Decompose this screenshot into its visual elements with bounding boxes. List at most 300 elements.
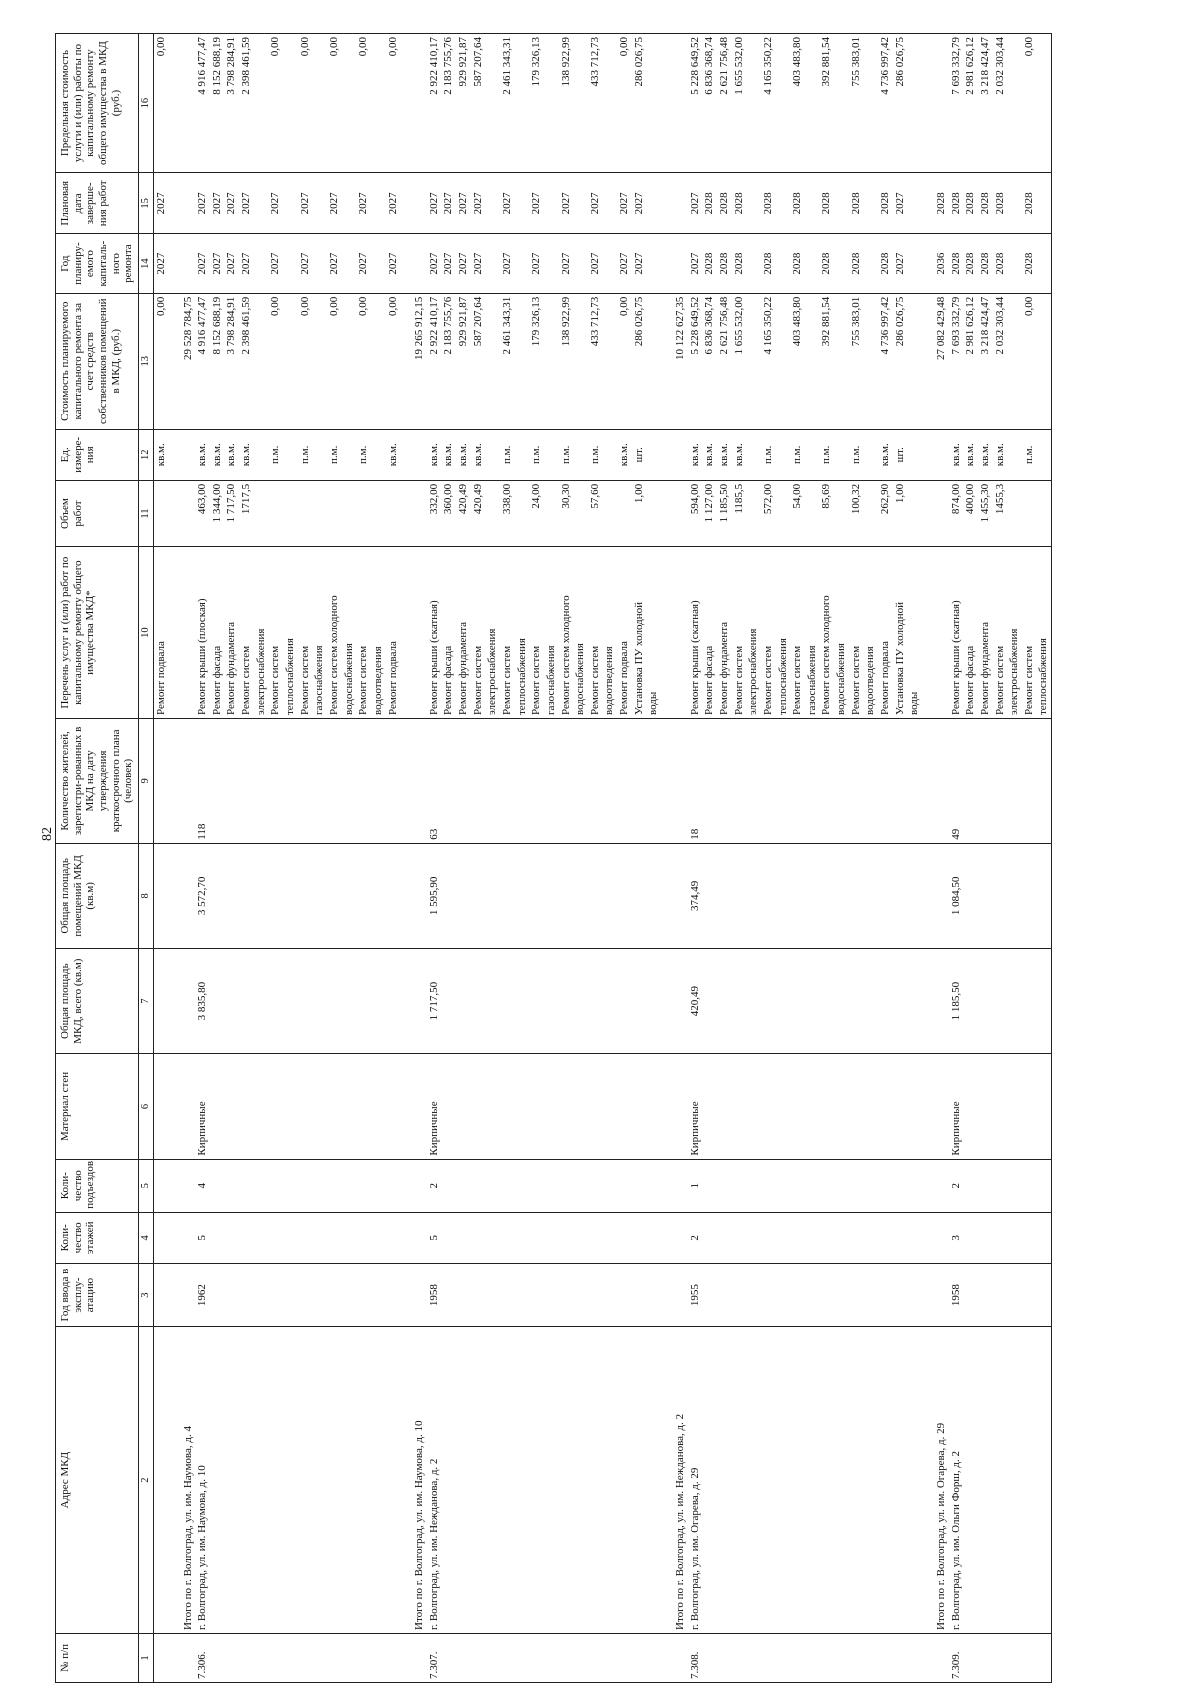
table-cell [646, 719, 661, 844]
table-cell [371, 949, 386, 1054]
table-cell: 2027 [239, 173, 254, 234]
table-cell: газоснабжения [805, 547, 820, 719]
table-cell [863, 173, 878, 234]
table-cell [673, 949, 688, 1054]
table-cell: 2027 [893, 173, 908, 234]
spacer-cell [922, 173, 934, 234]
table-cell: 1 455,30 [978, 480, 993, 546]
table-cell [849, 1159, 864, 1212]
table-row [559, 34, 574, 1683]
table-cell [646, 234, 661, 293]
table-row [1036, 34, 1051, 1683]
spacer-cell [169, 34, 181, 173]
table-cell [702, 719, 717, 844]
table-cell [993, 1212, 1008, 1263]
table-cell: Итого по г. Волгоград, ул. им. Огарева, д. 29 [934, 1327, 949, 1634]
table-cell [515, 173, 530, 234]
table-cell [863, 843, 878, 948]
table-cell [298, 719, 313, 844]
table-cell [776, 34, 791, 173]
table-cell: Ремонт систем холодного [327, 547, 342, 719]
table-row [224, 34, 239, 1683]
table-cell [471, 719, 486, 844]
table-cell [963, 843, 978, 948]
table-cell [485, 719, 500, 844]
table-cell [412, 429, 427, 480]
table-cell [254, 480, 269, 546]
table-cell [1036, 843, 1051, 948]
table-cell [239, 1212, 254, 1263]
table-cell [978, 1327, 993, 1634]
table-cell: 2028 [934, 173, 949, 234]
spacer-cell [922, 1633, 934, 1682]
table-cell: 4 736 997,42 [878, 293, 893, 429]
table-cell [544, 1054, 559, 1159]
table-cell: 1962 [195, 1263, 210, 1326]
table-cell [342, 949, 357, 1054]
table-cell [356, 843, 371, 948]
column-number: 1 [138, 1633, 153, 1682]
table-cell: 2 922 410,17 [427, 34, 442, 173]
table-cell [834, 843, 849, 948]
table-cell: 2027 [893, 234, 908, 293]
table-cell: Ремонт систем [732, 547, 747, 719]
table-cell [978, 719, 993, 844]
table-cell [907, 173, 922, 234]
table-cell [153, 1263, 168, 1326]
table-cell: 3 218 424,47 [978, 293, 993, 429]
table-cell [544, 1327, 559, 1634]
table-cell: 1958 [427, 1263, 442, 1326]
table-cell [412, 949, 427, 1054]
table-row [210, 34, 225, 1683]
spacer-cell [169, 719, 181, 844]
table-cell [790, 843, 805, 948]
table-cell: 2027 [427, 234, 442, 293]
table-cell [863, 429, 878, 480]
spacer-cell [169, 429, 181, 480]
table-row [993, 34, 1008, 1683]
table-cell: 374,49 [688, 843, 703, 948]
table-cell [1022, 1054, 1037, 1159]
table-cell [1036, 34, 1051, 173]
table-cell: 138 922,99 [559, 293, 574, 429]
table-cell: электроснабжения [746, 547, 761, 719]
table-cell [456, 1327, 471, 1634]
table-cell: 572,00 [761, 480, 776, 546]
spacer-row [661, 34, 673, 1683]
table-cell [746, 1327, 761, 1634]
table-cell [342, 480, 357, 546]
table-cell [181, 429, 196, 480]
table-cell: 0,00 [1022, 34, 1037, 173]
table-cell: п.м. [588, 429, 603, 480]
table-cell [702, 843, 717, 948]
table-cell [863, 34, 878, 173]
table-cell: 4 916 477,47 [195, 293, 210, 429]
table-cell [181, 843, 196, 948]
table-cell: кв.м. [732, 429, 747, 480]
table-cell [1007, 1263, 1022, 1326]
table-cell [893, 1054, 908, 1159]
table-cell [746, 1263, 761, 1326]
table-cell: 2036 [934, 234, 949, 293]
table-cell [529, 1263, 544, 1326]
spacer-row [400, 34, 412, 1683]
table-cell [283, 1263, 298, 1326]
table-cell: 5 228 649,52 [688, 293, 703, 429]
table-cell [298, 1159, 313, 1212]
table-cell [283, 1159, 298, 1212]
table-cell [834, 480, 849, 546]
table-cell [849, 1212, 864, 1263]
table-row [588, 34, 603, 1683]
table-cell: 2027 [195, 234, 210, 293]
spacer-cell [661, 480, 673, 546]
table-cell: 4 165 350,22 [761, 293, 776, 429]
table-cell [646, 1054, 661, 1159]
table-cell: 179 326,13 [529, 293, 544, 429]
table-cell [646, 1263, 661, 1326]
table-cell [602, 480, 617, 546]
table-cell [529, 719, 544, 844]
table-cell [371, 429, 386, 480]
table-cell [515, 843, 530, 948]
table-cell: 4 [195, 1159, 210, 1212]
table-cell [515, 293, 530, 429]
table-row [441, 34, 456, 1683]
table-cell [849, 843, 864, 948]
table-cell [617, 843, 632, 948]
table-cell [254, 1212, 269, 1263]
table-cell [210, 1327, 225, 1634]
table-cell [544, 719, 559, 844]
table-cell [456, 949, 471, 1054]
table-cell [544, 34, 559, 173]
table-cell [268, 719, 283, 844]
table-cell: 1 185,50 [717, 480, 732, 546]
table-cell [515, 1263, 530, 1326]
table-cell [342, 1054, 357, 1159]
table-cell: 2028 [878, 234, 893, 293]
table-cell [819, 1263, 834, 1326]
table-cell [907, 1327, 922, 1634]
spacer-cell [400, 547, 412, 719]
table-row [878, 34, 893, 1683]
table-cell: Ремонт систем [849, 547, 864, 719]
table-cell [559, 719, 574, 844]
spacer-cell [169, 1327, 181, 1634]
table-cell: 2027 [210, 173, 225, 234]
table-cell [573, 1159, 588, 1212]
table-cell: 2027 [529, 234, 544, 293]
table-cell [632, 843, 647, 948]
table-cell [371, 173, 386, 234]
table-cell: теплоснабжения [1036, 547, 1051, 719]
table-cell: 286 026,75 [632, 34, 647, 173]
table-cell [632, 1212, 647, 1263]
table-cell [239, 1633, 254, 1682]
table-cell: 2028 [761, 234, 776, 293]
table-cell [907, 34, 922, 173]
table-row [746, 34, 761, 1683]
table-cell [181, 547, 196, 719]
table-cell: 3 [949, 1212, 964, 1263]
table-cell: 2 032 303,44 [993, 293, 1008, 429]
column-header: Адрес МКД [56, 1327, 139, 1634]
table-cell [485, 1633, 500, 1682]
table-cell [471, 949, 486, 1054]
table-cell [632, 719, 647, 844]
table-cell [371, 34, 386, 173]
table-cell [298, 1327, 313, 1634]
table-cell: 27 082 429,48 [934, 293, 949, 429]
table-cell [993, 1263, 1008, 1326]
table-cell: Ремонт фасада [963, 547, 978, 719]
building-row [688, 34, 703, 1683]
table-row [298, 34, 313, 1683]
table-cell [934, 1159, 949, 1212]
table-cell [312, 1159, 327, 1212]
table-cell: 0,00 [356, 34, 371, 173]
table-cell [342, 429, 357, 480]
table-cell: 4 916 477,47 [195, 34, 210, 173]
table-cell: 2028 [761, 173, 776, 234]
table-cell [717, 719, 732, 844]
table-cell [1036, 1327, 1051, 1634]
spacer-cell [169, 547, 181, 719]
table-cell: 0,00 [386, 293, 401, 429]
table-cell: 2027 [224, 234, 239, 293]
table-cell [702, 949, 717, 1054]
table-cell [485, 293, 500, 429]
table-cell [746, 429, 761, 480]
table-cell: 2027 [688, 234, 703, 293]
table-cell [559, 1263, 574, 1326]
table-cell: 6 836 368,74 [702, 34, 717, 173]
table-cell [356, 1633, 371, 1682]
table-cell: 29 528 784,75 [181, 293, 196, 429]
column-number-row [138, 34, 153, 1683]
spacer-cell [922, 1054, 934, 1159]
table-cell [386, 1212, 401, 1263]
column-header: Стоимость планируемого капитального ремонта за счет средств собственников помещений в МКД, (руб.) [56, 293, 139, 429]
table-cell: газоснабжения [312, 547, 327, 719]
spacer-cell [661, 429, 673, 480]
table-cell: п.м. [298, 429, 313, 480]
table-cell [283, 843, 298, 948]
table-cell [239, 719, 254, 844]
table-cell: Ремонт систем [500, 547, 515, 719]
table-cell: 433 712,73 [588, 293, 603, 429]
table-cell [153, 1054, 168, 1159]
table-cell: Кирпичные [688, 1054, 703, 1159]
table-cell: 2 461 343,31 [500, 34, 515, 173]
column-number: 7 [138, 949, 153, 1054]
table-cell [819, 1633, 834, 1682]
table-cell [602, 843, 617, 948]
table-cell: 587 207,64 [471, 293, 486, 429]
table-cell: п.м. [790, 429, 805, 480]
table-cell: 2027 [327, 173, 342, 234]
table-cell [805, 843, 820, 948]
table-cell: 2028 [849, 234, 864, 293]
table-cell [441, 1327, 456, 1634]
table-cell [441, 1159, 456, 1212]
table-cell [386, 949, 401, 1054]
table-cell [342, 34, 357, 173]
table-cell [1007, 293, 1022, 429]
table-cell [776, 843, 791, 948]
table-cell [673, 1263, 688, 1326]
table-cell: п.м. [819, 429, 834, 480]
table-cell [805, 1327, 820, 1634]
table-cell [934, 34, 949, 173]
table-cell: 2027 [153, 173, 168, 234]
table-cell [1007, 429, 1022, 480]
table-cell: 0,00 [327, 293, 342, 429]
table-cell: теплоснабжения [283, 547, 298, 719]
table-cell [412, 1054, 427, 1159]
table-cell [485, 234, 500, 293]
table-cell: 433 712,73 [588, 34, 603, 173]
table-cell [573, 34, 588, 173]
table-row [702, 34, 717, 1683]
table-cell [312, 719, 327, 844]
table-row [732, 34, 747, 1683]
table-cell [1007, 34, 1022, 173]
table-cell [878, 843, 893, 948]
table-cell: Ремонт систем [790, 547, 805, 719]
table-cell [732, 719, 747, 844]
table-cell: 2028 [978, 234, 993, 293]
table-row [515, 34, 530, 1683]
table-cell: Ремонт систем [298, 547, 313, 719]
table-cell: 2 032 303,44 [993, 34, 1008, 173]
column-number: 6 [138, 1054, 153, 1159]
total-row [412, 34, 427, 1683]
table-cell [283, 234, 298, 293]
table-cell: Ремонт крыши (скатная) [949, 547, 964, 719]
table-cell [761, 843, 776, 948]
table-cell [673, 173, 688, 234]
table-row [717, 34, 732, 1683]
table-cell [1007, 173, 1022, 234]
table-cell [456, 843, 471, 948]
table-cell [1007, 843, 1022, 948]
table-cell [934, 547, 949, 719]
table-cell [849, 1633, 864, 1682]
table-cell [863, 480, 878, 546]
table-cell: Итого по г. Волгоград, ул. им. Наумова, д. 10 [412, 1327, 427, 1634]
table-cell [893, 1633, 908, 1682]
table-cell [371, 1054, 386, 1159]
table-cell [254, 429, 269, 480]
table-cell [878, 1054, 893, 1159]
table-cell [849, 1054, 864, 1159]
table-cell [602, 429, 617, 480]
table-cell [298, 843, 313, 948]
table-cell [602, 1212, 617, 1263]
table-cell [254, 34, 269, 173]
table-cell: 755 383,01 [849, 34, 864, 173]
table-cell [224, 1327, 239, 1634]
table-cell: воды [646, 547, 661, 719]
table-cell: 118 [195, 719, 210, 844]
table-cell [544, 1633, 559, 1682]
table-cell [673, 1633, 688, 1682]
table-cell [632, 1327, 647, 1634]
table-row [805, 34, 820, 1683]
table-cell [283, 480, 298, 546]
table-cell [485, 429, 500, 480]
table-cell [1036, 173, 1051, 234]
table-cell [327, 1212, 342, 1263]
spacer-cell [169, 1054, 181, 1159]
table-cell [907, 843, 922, 948]
table-cell: п.м. [356, 429, 371, 480]
table-cell [298, 1263, 313, 1326]
table-cell: 2027 [268, 173, 283, 234]
table-cell [254, 1159, 269, 1212]
table-cell: 0,00 [268, 34, 283, 173]
table-cell: 7.307. [427, 1633, 442, 1682]
table-cell [790, 719, 805, 844]
table-cell [312, 1263, 327, 1326]
spacer-cell [922, 1159, 934, 1212]
table-row [602, 34, 617, 1683]
table-cell [559, 1212, 574, 1263]
table-cell [210, 1212, 225, 1263]
column-header: Перечень услуг и (или) работ по капитальному ремонту общего имущества МКД* [56, 547, 139, 719]
table-cell [993, 1054, 1008, 1159]
table-cell [717, 1327, 732, 1634]
table-cell: 2 981 626,12 [963, 34, 978, 173]
table-cell [632, 1263, 647, 1326]
table-cell [515, 1633, 530, 1682]
table-cell: Итого по г. Волгоград, ул. им. Нежданова, д. 2 [673, 1327, 688, 1634]
table-cell [471, 1633, 486, 1682]
table-cell [588, 1054, 603, 1159]
table-cell [254, 949, 269, 1054]
table-cell [153, 719, 168, 844]
table-cell: кв.м. [878, 429, 893, 480]
table-cell [761, 1327, 776, 1634]
table-cell [805, 34, 820, 173]
table-cell: Ремонт фундамента [717, 547, 732, 719]
table-cell: п.м. [761, 429, 776, 480]
table-cell: 18 [688, 719, 703, 844]
table-cell: 420,49 [456, 480, 471, 546]
table-cell: 2028 [978, 173, 993, 234]
table-cell [441, 949, 456, 1054]
table-cell [602, 234, 617, 293]
table-cell: теплоснабжения [515, 547, 530, 719]
table-cell [485, 1327, 500, 1634]
table-cell [544, 234, 559, 293]
table-cell [790, 1327, 805, 1634]
table-cell: 1 717,50 [427, 949, 442, 1054]
table-cell [934, 1054, 949, 1159]
table-cell [878, 949, 893, 1054]
table-cell: 2028 [878, 173, 893, 234]
table-cell: кв.м. [471, 429, 486, 480]
table-cell [515, 34, 530, 173]
table-row [471, 34, 486, 1683]
spacer-row [922, 34, 934, 1683]
table-row [544, 34, 559, 1683]
table-cell: 594,00 [688, 480, 703, 546]
